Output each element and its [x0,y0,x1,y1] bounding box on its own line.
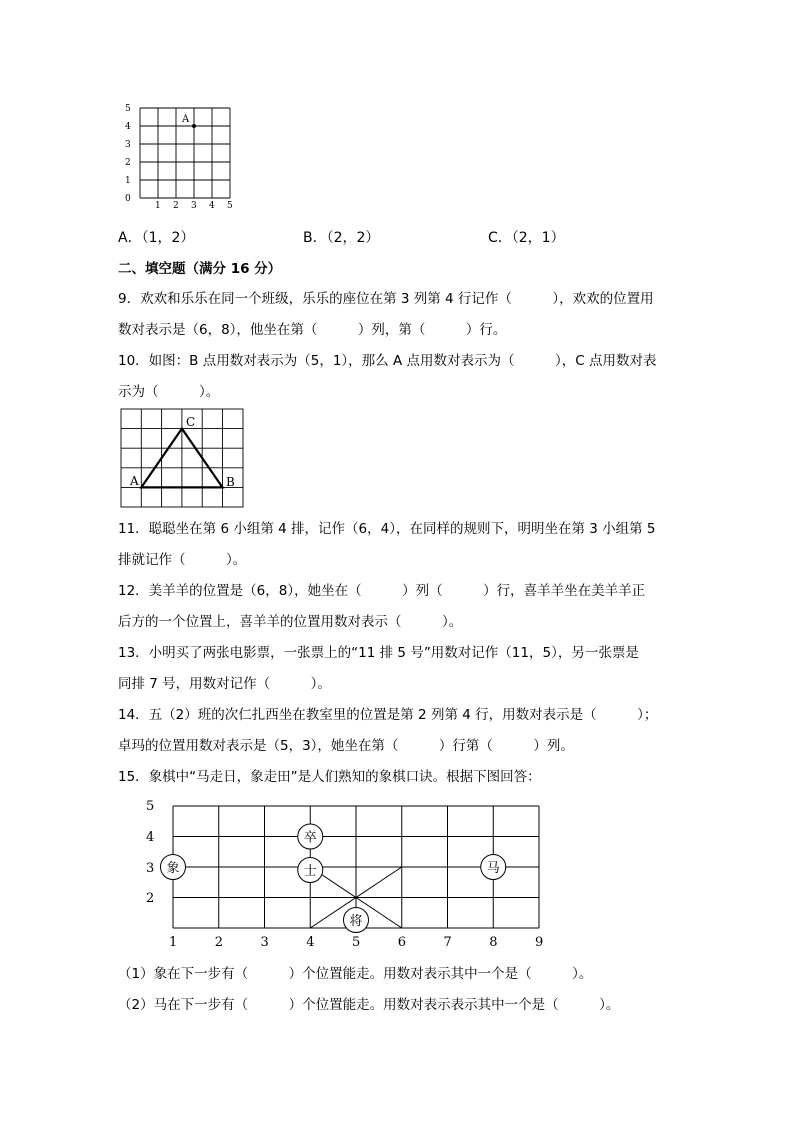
option-a[interactable]: A．（1，2） [118,230,195,246]
question-11-line-1: 11．聪聪坐在第 6 小组第 4 排，记作（6，4），在同样的规则下，明明坐在第 3 小组第 5 [118,521,656,537]
piece-zu [298,824,323,849]
piece-shi-label: 士 [303,864,317,879]
piece-xiang [161,855,186,880]
question-10-line-1: 10．如图：B 点用数对表示为（5，1），那么 A 点用数对表示为（ ），C 点用数对表 [118,353,657,369]
x-tick: 6 [397,935,407,950]
x-tick: 7 [443,935,452,950]
x-tick: 1 [169,935,178,950]
option-b[interactable]: B．（2，2） [303,230,380,246]
question-15-line-1: 15．象棋中“马走日，象走田”是人们熟知的象棋口诀。根据下图回答： [118,769,541,785]
question-12-line-1: 12．美羊羊的位置是（6，8），她坐在（ ）列（ ）行，喜羊羊坐在美羊羊正 [118,583,646,599]
question-9-line-1: 9．欢欢和乐乐在同一个班级，乐乐的座位在第 3 列第 4 行记作（ ），欢欢的位置用 [118,291,654,307]
x-tick: 4 [306,935,315,950]
x-tick: 2 [173,201,179,211]
question-12-line-2: 后方的一个位置上，喜羊羊的位置用数对表示（ ）。 [118,614,463,630]
x-tick: 8 [489,935,498,950]
point-b-label: B [226,475,235,489]
question-13-line-2: 同排 7 号，用数对记作（ ）。 [118,676,331,692]
y-tick: 0 [125,194,131,204]
chess-board-figure [140,795,560,955]
point-a [192,124,196,128]
y-tick: 1 [125,176,131,186]
y-tick: 5 [146,799,155,814]
point-c-label: C [186,415,196,429]
question-15-sub-1: （1）象在下一步有（ ）个位置能走。用数对表示其中一个是（ ）。 [118,966,593,982]
question-9-line-2: 数对表示是（6，8），他坐在第（ ）列，第（ ）行。 [118,322,507,338]
piece-ma-label: 马 [486,861,500,876]
y-tick: 3 [146,861,155,876]
section-title: 二、填空题（满分 16 分） [118,261,282,277]
y-tick: 2 [146,891,155,906]
piece-jiang [344,908,369,933]
piece-ma [481,855,506,880]
y-tick: 2 [125,158,131,168]
y-tick: 5 [125,104,131,114]
option-c[interactable]: C．（2，1） [488,230,565,246]
question-14-line-2: 卓玛的位置用数对表示是（5，3），她坐在第（ ）行第（ ）列。 [118,738,574,754]
x-tick: 3 [191,201,197,211]
question-11-line-2: 排就记作（ ）。 [118,552,247,568]
piece-zu-label: 卒 [303,830,317,846]
y-tick: 4 [146,830,155,845]
question-15-sub-2: （2）马在下一步有（ ）个位置能走。用数对表示表示其中一个是（ ）。 [118,997,620,1013]
y-tick: 3 [125,140,131,150]
question-10-line-2: 示为（ ）。 [118,384,220,400]
question-13-line-1: 13．小明买了两张电影票，一张票上的“11 排 5 号”用数对记作（11，5），另一张票是 [118,645,639,661]
x-tick: 1 [155,201,161,211]
question-14-line-1: 14．五（2）班的次仁扎西坐在教室里的位置是第 2 列第 4 行，用数对表示是（ ）； [118,707,658,723]
piece-xiang-label: 象 [166,861,180,876]
coordinate-grid-figure [118,98,238,214]
x-tick: 9 [535,935,544,950]
piece-shi [298,858,323,883]
x-tick: 5 [352,935,361,950]
y-tick: 4 [125,122,131,132]
x-tick: 5 [227,201,233,211]
triangle-grid-figure [118,406,248,510]
x-tick: 4 [209,201,215,211]
piece-jiang-label: 将 [349,914,363,929]
x-tick: 2 [214,935,224,950]
point-a-label: A [182,114,190,125]
point-a-label: A [130,474,139,488]
x-tick: 3 [260,935,269,950]
